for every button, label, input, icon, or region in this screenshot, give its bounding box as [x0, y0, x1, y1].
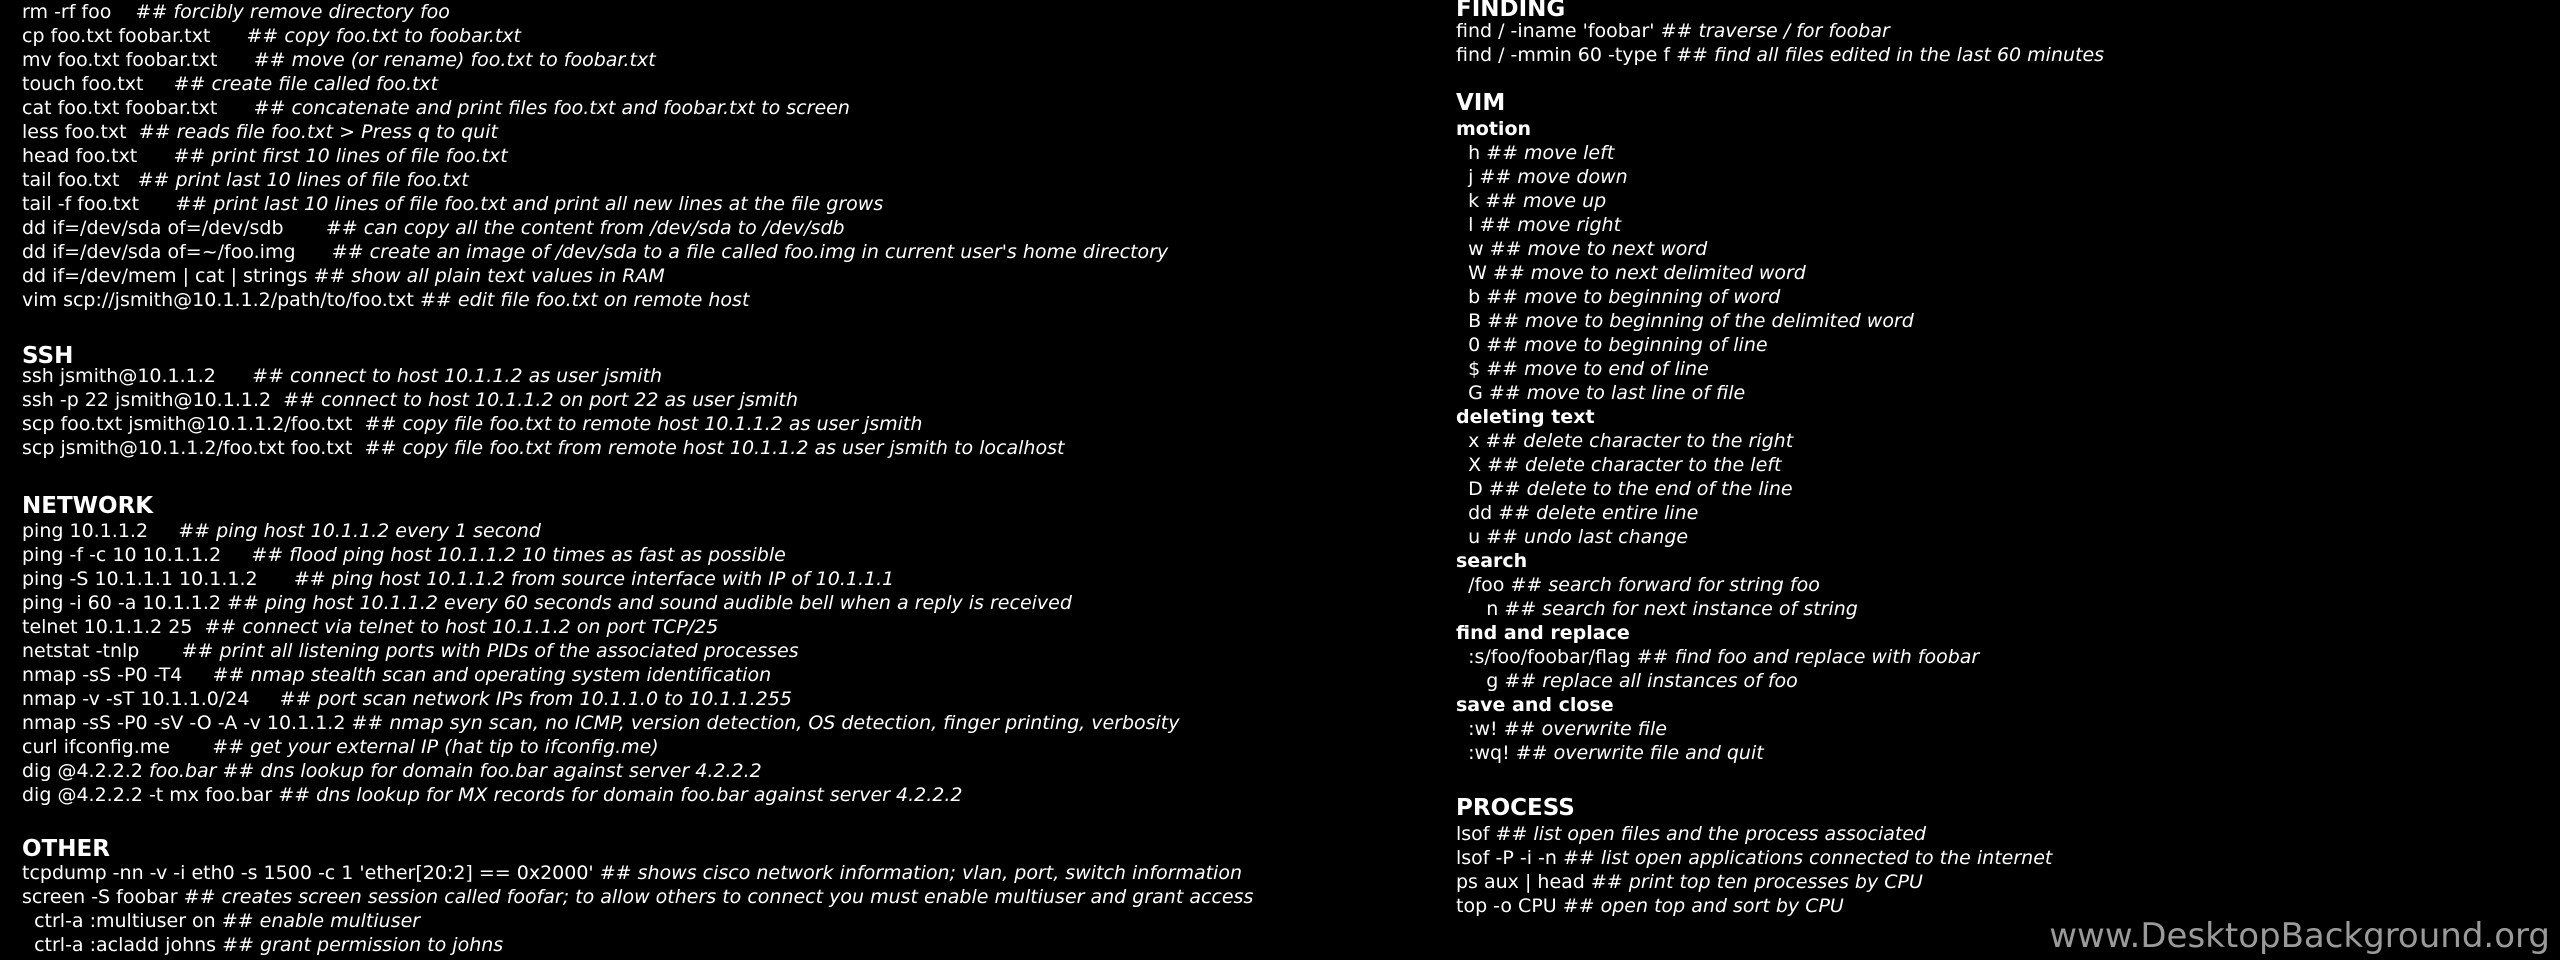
process-line: [1456, 870, 1923, 894]
comment-text: ## search forward for string foo: [1510, 574, 1820, 596]
vim-heading: VIM: [1456, 90, 1506, 116]
command-text: W: [1456, 262, 1487, 284]
comment-text: ## connect to host 10.1.1.2 as user jsmith: [252, 365, 663, 387]
vim-line: [1456, 501, 1698, 525]
vim-line: [1456, 189, 1606, 213]
command-text: dd if=/dev/sda of=/dev/sdb: [22, 217, 284, 239]
network-line: [22, 711, 1180, 735]
command-text: w: [1456, 238, 1484, 260]
vim-line: [1456, 213, 1621, 237]
comment-text: ## connect via telnet to host 10.1.1.2 on port TCP/25: [204, 616, 719, 638]
comment-text: ## create file called foo.txt: [173, 73, 439, 95]
vim-line: [1456, 453, 1781, 477]
file-line: [22, 192, 883, 216]
process-line: [1456, 894, 1844, 918]
ssh-heading: SSH: [22, 343, 74, 369]
file-line: [22, 120, 498, 144]
network-line: [22, 783, 963, 807]
vim-line: [1456, 285, 1780, 309]
comment-text: ## undo last change: [1486, 526, 1689, 548]
file-line: [22, 0, 450, 24]
spacer: [170, 736, 212, 758]
spacer: [143, 73, 173, 95]
vim-line: [1456, 741, 1764, 765]
comment-text: ## print all listening ports with PIDs of the associated processes: [181, 640, 799, 662]
spacer: [111, 1, 135, 23]
command-text: head foo.txt: [22, 145, 138, 167]
comment-text: ## overwrite file: [1503, 718, 1667, 740]
command-text: scp foo.txt jsmith@10.1.1.2/foo.txt: [22, 413, 353, 435]
comment-text: ## list open files and the process associated: [1495, 823, 1927, 845]
comment-text: ## print top ten processes by CPU: [1590, 871, 1923, 893]
spacer: [296, 241, 332, 263]
command-text: j: [1456, 166, 1474, 188]
network-line: [22, 615, 718, 639]
comment-text: ## ping host 10.1.1.2 every 1 second: [178, 520, 541, 542]
comment-text: ## creates screen session called foofar; to allow others to connect you must enable multiuser and grant access: [183, 886, 1254, 908]
command-text: ping -S 10.1.1.1 10.1.1.2: [22, 568, 258, 590]
comment-text: ## move to beginning of word: [1486, 286, 1781, 308]
command-text: screen -S foobar: [22, 886, 178, 908]
command-text: 0: [1456, 334, 1481, 356]
comment-text: ## print first 10 lines of file foo.txt: [173, 145, 508, 167]
spacer: [210, 25, 246, 47]
command-text: G: [1456, 382, 1483, 404]
comment-text: ## delete to the end of the line: [1488, 478, 1793, 500]
comment-text: ## print last 10 lines of file foo.txt: [137, 169, 469, 191]
command-text: ping -f -c 10 10.1.1.2: [22, 544, 222, 566]
file-line: [22, 216, 845, 240]
command-text: cp foo.txt foobar.txt: [22, 25, 211, 47]
network-line: [22, 663, 771, 687]
file-line: [22, 144, 508, 168]
comment-text: ## shows cisco network information; vlan, port, switch information: [599, 862, 1242, 884]
comment-text: ## move to last line of file: [1488, 382, 1746, 404]
network-line: [22, 639, 799, 663]
command-text: dd if=/dev/mem | cat | strings: [22, 265, 308, 287]
other-line: [22, 909, 420, 933]
spacer: [217, 97, 253, 119]
vim-group-label: deleting text: [1456, 406, 1595, 428]
command-text: dd if=/dev/sda of=~/foo.img: [22, 241, 296, 263]
ssh-line: [22, 436, 1064, 460]
spacer: [352, 437, 364, 459]
command-text: tcpdump -nn -v -i eth0 -s 1500 -c 1 'ether[20:2] == 0x2000': [22, 862, 594, 884]
comment-text: ## find all files edited in the last 60 minutes: [1676, 44, 2105, 66]
comment-text: ## move to end of line: [1486, 358, 1709, 380]
spacer: [139, 193, 175, 215]
vim-line: [1456, 381, 1745, 405]
comment-text: ## copy file foo.txt from remote host 10.1.1.2 as user jsmith to localhost: [364, 437, 1065, 459]
spacer: [271, 389, 283, 411]
command-text: n: [1456, 598, 1499, 620]
comment-text: ## move to next word: [1489, 238, 1708, 260]
finding-heading: FINDING: [1456, 0, 1566, 22]
command-text: x: [1456, 430, 1480, 452]
command-text: mv foo.txt foobar.txt: [22, 49, 218, 71]
spacer: [221, 544, 251, 566]
command-text: curl ifconfig.me: [22, 736, 170, 758]
command-text: X: [1456, 454, 1482, 476]
spacer: [148, 520, 178, 542]
vim-group-label: find and replace: [1456, 622, 1630, 644]
command-text: :wq!: [1456, 742, 1510, 764]
comment-text: ## move left: [1486, 142, 1615, 164]
comment-text: ## concatenate and print files foo.txt and foobar.txt to screen: [253, 97, 850, 119]
spacer: [216, 365, 252, 387]
comment-text: ## copy foo.txt to foobar.txt: [246, 25, 521, 47]
file-line: [22, 168, 469, 192]
spacer: [218, 49, 254, 71]
other-line: [22, 885, 1253, 909]
command-text: h: [1456, 142, 1481, 164]
finding-line: [1456, 19, 1890, 43]
comment-text: ## nmap stealth scan and operating system identification: [212, 664, 772, 686]
spacer: [258, 568, 294, 590]
process-line: [1456, 822, 1926, 846]
command-text: l: [1456, 214, 1474, 236]
other-heading: OTHER: [22, 836, 110, 862]
spacer: [119, 169, 137, 191]
command-text: ping -i 60 -a 10.1.1.2: [22, 592, 221, 614]
comment-text: ## flood ping host 10.1.1.2 10 times as fast as possible: [251, 544, 786, 566]
comment-text: ## grant permission to johns: [222, 934, 504, 956]
comment-text: ## dns lookup for MX records for domain foo.bar against server 4.2.2.2: [278, 784, 963, 806]
other-line: [22, 861, 1242, 885]
comment-text: ## delete character to the left: [1487, 454, 1782, 476]
process-heading: PROCESS: [1456, 795, 1575, 821]
command-text: g: [1456, 670, 1499, 692]
comment-text: ## reads file foo.txt > Press q to quit: [138, 121, 498, 143]
command-text: tail foo.txt: [22, 169, 120, 191]
command-text: nmap -sS -P0 -sV -O -A -v 10.1.1.2: [22, 712, 346, 734]
ssh-line: [22, 364, 662, 388]
comment-text: ## move right: [1479, 214, 1622, 236]
command-text: b: [1456, 286, 1481, 308]
command-text: B: [1456, 310, 1482, 332]
ssh-line: [22, 412, 922, 436]
command-text: $: [1456, 358, 1481, 380]
vim-line: [1456, 477, 1793, 501]
comment-text: ## search for next instance of string: [1504, 598, 1858, 620]
network-line: [22, 591, 1072, 615]
command-text: dig @4.2.2.2: [22, 760, 143, 782]
command-text: lsof: [1456, 823, 1490, 845]
comment-text: ## delete character to the right: [1485, 430, 1794, 452]
command-text: D: [1456, 478, 1483, 500]
comment-text: ## move (or rename) foo.txt to foobar.txt: [253, 49, 656, 71]
file-line: [22, 48, 656, 72]
vim-line: [1456, 333, 1768, 357]
command-text: u: [1456, 526, 1481, 548]
comment-text: ## move down: [1479, 166, 1628, 188]
watermark: www.DesktopBackground.org: [2049, 916, 2550, 956]
vim-line: [1456, 309, 1914, 333]
comment-text: ## create an image of /dev/sda to a file called foo.img in current user's home directory: [331, 241, 1169, 263]
command-text: scp jsmith@10.1.1.2/foo.txt foo.txt: [22, 437, 353, 459]
comment-text: ## copy file foo.txt to remote host 10.1.1.2 as user jsmith: [364, 413, 923, 435]
command-text: ssh -p 22 jsmith@10.1.1.2: [22, 389, 272, 411]
command-text: ps aux | head: [1456, 871, 1585, 893]
comment-text: ## overwrite file and quit: [1515, 742, 1764, 764]
comment-text: ## ping host 10.1.1.2 from source interface with IP of 10.1.1.1: [293, 568, 895, 590]
command-text: rm -rf foo: [22, 1, 112, 23]
command-text: less foo.txt: [22, 121, 127, 143]
comment-text: ## replace all instances of foo: [1504, 670, 1798, 692]
network-line: [22, 543, 786, 567]
spacer: [182, 664, 212, 686]
comment-text: ## open top and sort by CPU: [1562, 895, 1844, 917]
comment-text: ## traverse / for foobar: [1660, 20, 1890, 42]
vim-line: [1456, 141, 1614, 165]
command-text: /foo: [1456, 574, 1505, 596]
command-text: ctrl-a :acladd johns: [22, 934, 217, 956]
vim-line: [1456, 525, 1688, 549]
comment-text: ## move to beginning of line: [1486, 334, 1768, 356]
network-heading: NETWORK: [22, 493, 154, 519]
spacer: [137, 145, 173, 167]
finding-line: [1456, 43, 2104, 67]
command-text: find / -iname 'foobar': [1456, 20, 1655, 42]
command-text: :s/foo/foobar/flag: [1456, 646, 1631, 668]
spacer: [352, 413, 364, 435]
vim-line: [1456, 669, 1798, 693]
spacer: [139, 640, 181, 662]
command-text: find / -mmin 60 -type f: [1456, 44, 1671, 66]
network-line: [22, 759, 762, 783]
comment-text: ## list open applications connected to the internet: [1563, 847, 2053, 869]
command-text: ssh jsmith@10.1.1.2: [22, 365, 216, 387]
file-line: [22, 96, 850, 120]
comment-text: foo.bar ## dns lookup for domain foo.bar against server 4.2.2.2: [148, 760, 762, 782]
command-text: ping 10.1.1.2: [22, 520, 149, 542]
spacer: [249, 688, 279, 710]
comment-text: ## nmap syn scan, no ICMP, version detection, OS detection, finger printing, verbosity: [351, 712, 1180, 734]
command-text: lsof -P -i -n: [1456, 847, 1557, 869]
vim-line: [1456, 597, 1858, 621]
command-text: top -o CPU: [1456, 895, 1557, 917]
comment-text: ## show all plain text values in RAM: [313, 265, 665, 287]
vim-group-label: motion: [1456, 118, 1532, 140]
network-line: [22, 735, 659, 759]
command-text: cat foo.txt foobar.txt: [22, 97, 218, 119]
vim-line: [1456, 165, 1628, 189]
comment-text: ## get your external IP (hat tip to ifconfig.me): [212, 736, 659, 758]
command-text: nmap -sS -P0 -T4: [22, 664, 183, 686]
vim-line: [1456, 429, 1793, 453]
command-text: telnet 10.1.1.2 25: [22, 616, 193, 638]
command-text: k: [1456, 190, 1480, 212]
command-text: nmap -v -sT 10.1.1.0/24: [22, 688, 250, 710]
file-line: [22, 72, 438, 96]
spacer: [284, 217, 326, 239]
command-text: tail -f foo.txt: [22, 193, 140, 215]
vim-line: [1456, 237, 1707, 261]
file-line: [22, 240, 1168, 264]
comment-text: ## port scan network IPs from 10.1.1.0 to 10.1.1.255: [279, 688, 792, 710]
comment-text: ## print last 10 lines of file foo.txt and print all new lines at the file grows: [175, 193, 884, 215]
command-text: touch foo.txt: [22, 73, 144, 95]
file-line: [22, 264, 665, 288]
comment-text: ## connect to host 10.1.1.2 on port 22 as user jsmith: [283, 389, 799, 411]
comment-text: ## ping host 10.1.1.2 every 60 seconds and sound audible bell when a reply is received: [227, 592, 1072, 614]
vim-line: [1456, 357, 1709, 381]
network-line: [22, 519, 541, 543]
command-text: dd: [1456, 502, 1493, 524]
network-line: [22, 687, 792, 711]
command-text: :w!: [1456, 718, 1498, 740]
vim-group-label: save and close: [1456, 694, 1614, 716]
vim-line: [1456, 261, 1806, 285]
file-line: [22, 24, 521, 48]
command-text: ctrl-a :multiuser on: [22, 910, 216, 932]
ssh-line: [22, 388, 798, 412]
comment-text: ## move to next delimited word: [1492, 262, 1806, 284]
vim-line: [1456, 717, 1667, 741]
spacer: [127, 121, 139, 143]
vim-group-label: search: [1456, 550, 1528, 572]
vim-line: [1456, 645, 1979, 669]
comment-text: ## forcibly remove directory foo: [135, 1, 450, 23]
vim-line: [1456, 573, 1820, 597]
command-text: dig @4.2.2.2 -t mx foo.bar: [22, 784, 273, 806]
comment-text: ## enable multiuser: [221, 910, 421, 932]
comment-text: ## move up: [1485, 190, 1607, 212]
network-line: [22, 567, 894, 591]
process-line: [1456, 846, 2052, 870]
spacer: [192, 616, 204, 638]
other-line: [22, 933, 503, 957]
comment-text: ## can copy all the content from /dev/sda to /dev/sdb: [325, 217, 845, 239]
file-line: [22, 288, 749, 312]
comment-text: ## edit file foo.txt on remote host: [420, 289, 750, 311]
comment-text: ## delete entire line: [1498, 502, 1699, 524]
comment-text: ## find foo and replace with foobar: [1636, 646, 1980, 668]
command-text: vim scp://jsmith@10.1.1.2/path/to/foo.txt: [22, 289, 414, 311]
comment-text: ## move to beginning of the delimited word: [1487, 310, 1914, 332]
command-text: netstat -tnlp: [22, 640, 140, 662]
